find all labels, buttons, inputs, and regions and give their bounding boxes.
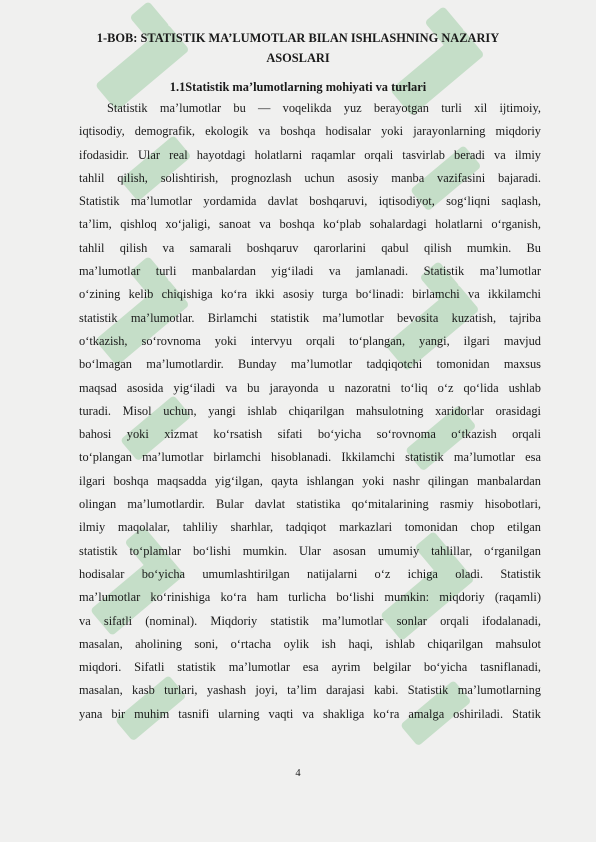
body-line: ilmiy maqolalar, tahliliy sharhlar, tadqiqot markazlari tomonidan chop etilgan [79,520,541,535]
body-line: masalan, aholining soni, o‘rtacha oylik ish haqi, ishlab chiqarilgan mahsulot [79,636,541,651]
body-line: statistik to‘plamlar bo‘lishi mumkin. Ular asosan umumiy tahlillar, o‘rganilgan [79,543,541,558]
body-line: ma’lumotlar ko‘rinishiga ko‘ra ham turlicha bo‘lishi mumkin: miqdoriy (raqamli) [79,590,541,605]
body-line: masalan, kasb turlari, yashash joyi, ta’lim darajasi kabi. Statistik ma’lumotlarning [79,683,541,698]
body-line: bahosi yoki xizmat ko‘rsatish sifati bo‘yicha so‘rovnoma o‘tkazish orqali [79,427,541,442]
body-line: ifodasidir. Ular real hayotdagi holatlarni raqamlar orqali tasvirlab beradi va ilmiy [79,147,541,162]
body-line: statistik ma’lumotlar. Birlamchi statistik ma’lumotlar bevosita kuzatish, tajriba [79,310,541,325]
body-line: tahlil qilish va samarali boshqaruv qarorlarini qabul qilish mumkin. Bu [79,240,541,255]
chapter-title-line-1: 1-BOB: STATISTIK MA’LUMOTLAR BILAN ISHLASHNING NAZARIY [96,31,500,45]
body-line: bo‘lmagan ma’lumotlardir. Bunday ma’lumotlar tadqiqotchi tomonidan maxsus [79,357,541,372]
chapter-title-line-2: ASOSLARI [266,51,330,65]
body-line: Statistik ma’lumotlar bu — voqelikda yuz berayotgan turli xil ijtimoiy, [107,101,541,115]
body-line: va sifatli (nominal). Miqdoriy statistik ma’lumotlar sonlar orqali ifodalanadi, [79,613,541,628]
body-line: Statistik ma’lumotlar yordamida davlat boshqaruvi, iqtisodiyot, sog‘liqni saqlash, [79,194,541,209]
body-line: ta’lim, qishloq xo‘jaligi, sanoat va boshqa ko‘plab sohalardagi holatlarni o‘rganish, [79,217,541,232]
body-paragraph [79,97,541,726]
chapter-title [60,28,536,68]
body-line: yana bir muhim tasnifi ularning vaqti va shakliga ko‘ra amalga oshiriladi. Statik [79,706,541,721]
body-line: tahlil qilish, solishtirish, prognozlash uchun asosiy manba vazifasini bajaradi. [79,170,541,185]
body-line: iqtisodiy, demografik, ekologik va boshqa hodisalar yoki jarayonlarning miqdoriy [79,124,541,139]
body-line: ma’lumotlar turli manbalardan yig‘iladi va jamlanadi. Statistik ma’lumotlar [79,264,541,279]
body-line: o‘zining kelib chiqishiga ko‘ra ikki asosiy turga bo‘linadi: birlamchi va ikkilamchi [79,287,541,302]
body-line: ilgari boshqa maqsadda yig‘ilgan, qayta ishlangan yoki nashr qilingan manbalardan [79,473,541,488]
page-number: 4 [295,768,301,779]
body-line: maqsad asosida yig‘iladi va bu jarayonda u nazoratni to‘liq o‘z qo‘lida ushlab [79,380,541,395]
body-line: olingan ma’lumotlardir. Bular davlat statistika qo‘mitalarining rasmiy hisobotlari, [79,497,541,512]
body-line: turadi. Misol uchun, yangi ishlab chiqarilgan mahsulotning xaridorlar orasidagi [79,403,541,418]
body-line: to‘plangan ma’lumotlar birlamchi hisoblanadi. Ikkilamchi statistik ma’lumotlar esa [79,450,541,465]
body-line: hodisalar bo‘yicha umumlashtirilgan natijalarni o‘z ichiga oladi. Statistik [79,566,541,581]
section-title: 1.1Statistik ma’lumotlarning mohiyati va turlari [169,80,427,94]
body-line: miqdori. Sifatli statistik ma’lumotlar esa ayrim belgilar bo‘yicha tasniflanadi, [79,660,541,675]
body-line: o‘tkazish, so‘rovnoma yoki intervyu orqali to‘plangan, yangi, ilgari mavjud [79,333,541,348]
